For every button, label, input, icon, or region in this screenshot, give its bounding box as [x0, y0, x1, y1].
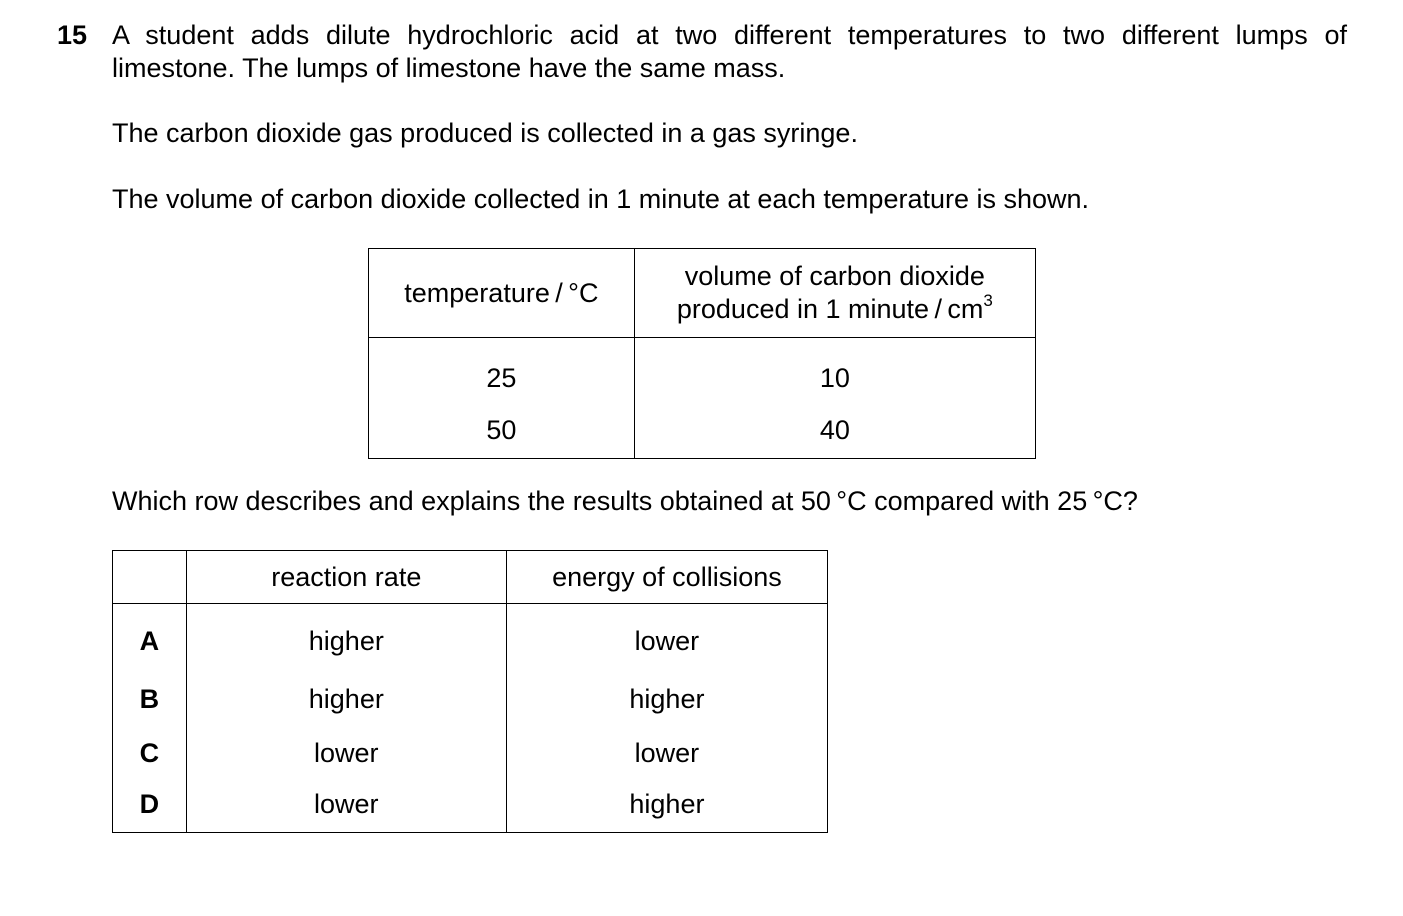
temperature-cell: 50 [369, 408, 635, 459]
temperature-cell: 25 [369, 338, 635, 409]
option-row-a[interactable] [113, 604, 828, 673]
option-reaction-rate: higher [186, 672, 506, 726]
temperature-header: temperature / °C [369, 249, 635, 338]
option-row-d[interactable] [113, 780, 828, 833]
option-letter: D [113, 780, 187, 833]
option-reaction-rate: lower [186, 726, 506, 780]
letter-header [113, 551, 187, 604]
option-reaction-rate: lower [186, 780, 506, 833]
volume-header-line1: volume of carbon dioxide [684, 261, 985, 291]
question-number: 15 [57, 20, 88, 50]
collection-text: The carbon dioxide gas produced is collected in a gas syringe. [112, 118, 858, 148]
volume-header-line2: produced in 1 minute / cm [676, 294, 984, 324]
volume-cell: 10 [634, 338, 1035, 409]
results-table-row [369, 338, 1036, 409]
option-energy: higher [506, 672, 827, 726]
option-row-c[interactable] [113, 726, 828, 780]
results-intro-text: The volume of carbon dioxide collected in 1 minute at each temperature is shown. [112, 184, 1090, 214]
volume-cell: 40 [634, 408, 1035, 459]
reaction-rate-header: reaction rate [186, 551, 506, 604]
options-table-header-row [113, 551, 828, 604]
question-intro: A student adds dilute hydrochloric acid at two different temperatures to two different lumps of limestone. The lumps of limestone have the same mass. [112, 20, 1347, 83]
option-energy: lower [506, 726, 827, 780]
option-letter: B [113, 672, 187, 726]
option-reaction-rate: higher [186, 604, 506, 673]
energy-header: energy of collisions [506, 551, 827, 604]
question-prompt: Which row describes and explains the results obtained at 50 °C compared with 25 °C? [112, 486, 1138, 516]
results-table-header-row [369, 249, 1036, 338]
option-letter: C [113, 726, 187, 780]
option-row-b[interactable] [113, 672, 828, 726]
option-energy: lower [506, 604, 827, 673]
results-table-row [369, 408, 1036, 459]
results-table [368, 248, 1036, 459]
option-letter: A [113, 604, 187, 673]
volume-header [634, 249, 1035, 338]
option-energy: higher [506, 780, 827, 833]
options-table [112, 550, 828, 833]
volume-header-superscript: 3 [983, 291, 993, 310]
